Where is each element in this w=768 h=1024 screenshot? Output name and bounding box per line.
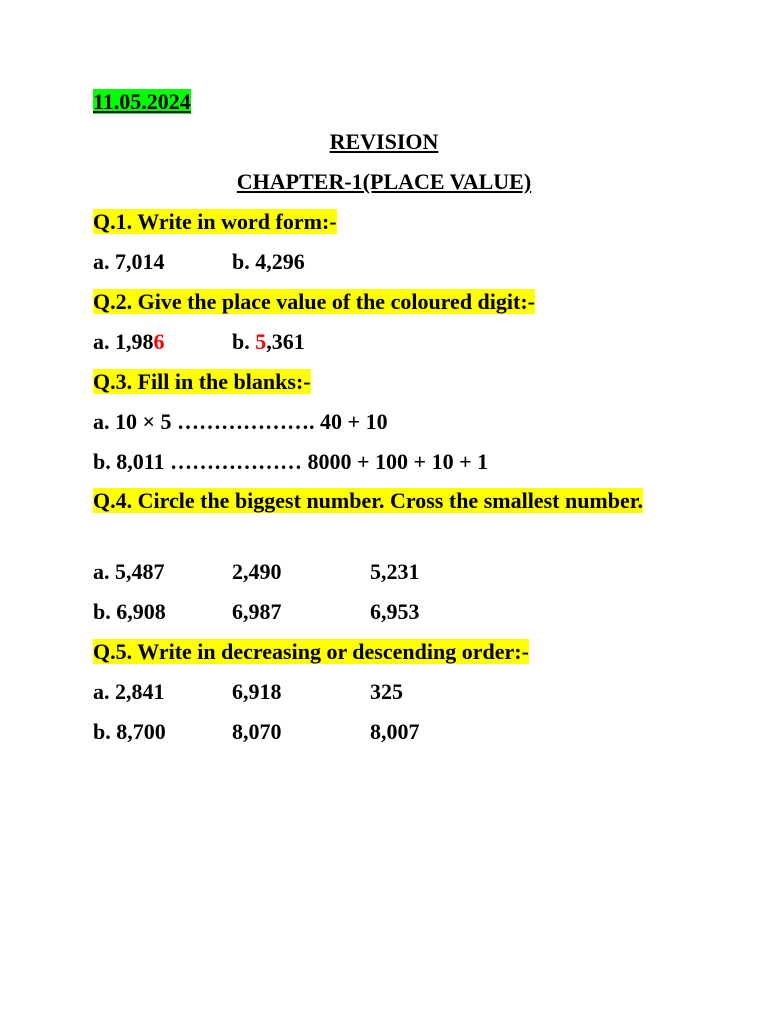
q4-a-number-3: 5,231	[370, 559, 420, 584]
q4-a-number-1: a. 5,487	[93, 559, 165, 584]
q2-option-a	[93, 328, 165, 356]
q2-a-number: a. 1,98	[93, 329, 154, 354]
q1-option-a: a. 7,014	[93, 249, 165, 274]
q3-blank-a: a. 10 × 5 ………………. 40 + 10	[93, 409, 388, 434]
q5-a-number-2: 6,918	[232, 679, 282, 704]
q4-b-number-3: 6,953	[370, 599, 420, 624]
q1-heading: Q.1. Write in word form:-	[93, 209, 337, 234]
q5-a-number-1: a. 2,841	[93, 679, 165, 704]
q2-option-b	[232, 328, 305, 356]
q5-b-number-1: b. 8,700	[93, 719, 166, 744]
q2-b-prefix: b.	[232, 329, 256, 354]
q2-a-coloured-digit: 6	[153, 329, 165, 354]
date-label: 11.05.2024	[93, 89, 191, 114]
q2-heading: Q.2. Give the place value of the coloured digit:-	[93, 289, 535, 314]
q5-a-number-3: 325	[370, 679, 403, 704]
q3-heading: Q.3. Fill in the blanks:-	[93, 369, 311, 394]
q3-blank-b: b. 8,011 ……………… 8000 + 100 + 10 + 1	[93, 449, 489, 474]
q5-heading: Q.5. Write in decreasing or descending order:-	[93, 639, 529, 664]
q4-heading: Q.4. Circle the biggest number. Cross the smallest number.	[93, 488, 643, 513]
q5-b-number-3: 8,007	[370, 719, 420, 744]
page-title: REVISION	[329, 129, 439, 154]
q4-b-number-1: b. 6,908	[93, 599, 166, 624]
q2-b-coloured-digit: 5	[255, 329, 267, 354]
chapter-title: CHAPTER-1(PLACE VALUE)	[236, 169, 532, 194]
q2-b-number: ,361	[266, 329, 305, 354]
q1-option-b: b. 4,296	[232, 249, 305, 274]
q5-b-number-2: 8,070	[232, 719, 282, 744]
q4-b-number-2: 6,987	[232, 599, 282, 624]
q4-a-number-2: 2,490	[232, 559, 282, 584]
